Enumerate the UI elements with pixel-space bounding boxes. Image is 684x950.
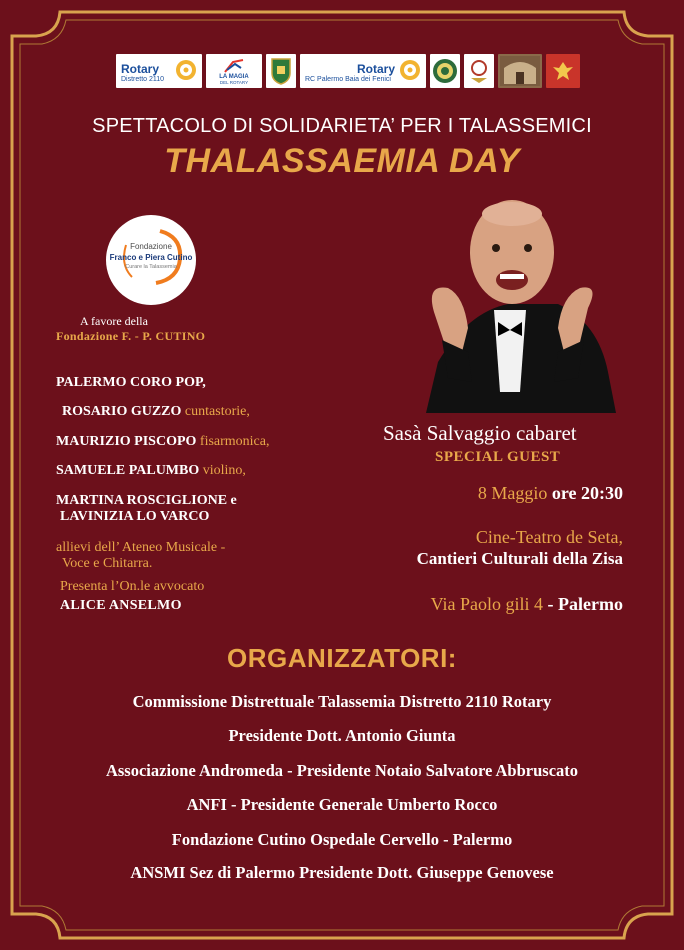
city-palermo-logo xyxy=(546,54,580,88)
performer-name: LAVINIZIA LO VARCO xyxy=(60,509,210,524)
rotary-district: Distretto 2110 xyxy=(121,75,165,83)
shield-icon xyxy=(270,57,292,85)
performer-name: SAMUELE PALUMBO xyxy=(56,463,200,478)
guest-name: Sasà Salvaggio cabaret xyxy=(383,421,577,445)
organizer-line: ANSMI Sez di Palermo Presidente Dott. Giuseppe Genovese xyxy=(130,863,554,882)
organizer-line: Fondazione Cutino Ospedale Cervello - Palermo xyxy=(171,830,513,849)
performer-name: PALERMO CORO POP, xyxy=(56,375,206,390)
crest-icon xyxy=(467,58,491,84)
photo-logo xyxy=(498,54,542,88)
venue-city: - Palermo xyxy=(547,594,623,614)
emblem-icon xyxy=(432,58,458,84)
foundation-name: Fondazione F. - P. CUTINO xyxy=(56,329,206,343)
special-guest-label: SPECIAL GUEST xyxy=(435,449,561,465)
magia-sub: DEL ROTARY xyxy=(219,79,249,85)
rotary-club-sub: RC Palermo Baia dei Fenici xyxy=(305,75,391,83)
shield-logo xyxy=(266,54,296,88)
rotary-wheel-icon xyxy=(398,58,422,82)
host-label: Presenta l’On.le avvocato xyxy=(60,579,205,594)
rotary-club-name: Rotary xyxy=(357,61,396,76)
students-note xyxy=(56,540,225,572)
foundation-logo xyxy=(106,215,196,305)
rotary-wheel-icon xyxy=(174,58,198,82)
organizer-line: Associazione Andromeda - Presidente Notaio Salvatore Abbruscato xyxy=(105,761,579,780)
performer-3 xyxy=(56,463,246,479)
students-line2: Voce e Chitarra. xyxy=(62,556,153,571)
event-time: ore 20:30 xyxy=(551,483,623,503)
building-icon xyxy=(500,56,540,86)
performer-5 xyxy=(60,509,209,525)
magia-text: LA MAGIA xyxy=(219,73,249,80)
performer-role: fisarmonica, xyxy=(199,434,270,449)
event-date: 8 Maggio xyxy=(477,483,548,503)
performer-name: MAURIZIO PISCOPO xyxy=(56,434,197,449)
rotary-name: Rotary xyxy=(121,61,160,76)
organizers-title: ORGANIZZATORI: xyxy=(227,643,457,673)
performer-name: ROSARIO GUZZO xyxy=(62,404,182,419)
crest-logo xyxy=(464,54,494,88)
event-subtitle: SPETTACOLO DI SOLIDARIETA’ PER I TALASSEMICI xyxy=(92,115,592,137)
rotary-club-logo xyxy=(300,54,426,88)
venue-complex: Cantieri Culturali della Zisa xyxy=(416,549,623,568)
foundation-logo-line3: Curare la Talassemia xyxy=(125,264,177,270)
guest-photo xyxy=(408,192,620,413)
performer-0 xyxy=(56,375,206,391)
host-name: ALICE ANSELMO xyxy=(60,598,182,613)
performer-1 xyxy=(62,404,250,420)
organizer-line: Commissione Distrettuale Talassemia Distretto 2110 Rotary xyxy=(132,692,552,711)
la-magia-logo xyxy=(206,54,262,88)
venue-name: Cine-Teatro de Seta, xyxy=(475,527,623,547)
performer-2 xyxy=(56,434,270,450)
rotary-district-logo xyxy=(116,54,202,88)
event-title: THALASSAEMIA DAY xyxy=(164,142,520,180)
foundation-logo-line2: Franco e Piera Cutino xyxy=(109,253,193,262)
foundation-logo-line1: Fondazione xyxy=(130,242,172,251)
performer-4 xyxy=(56,493,237,509)
eagle-icon xyxy=(552,59,574,83)
organizer-line: Presidente Dott. Antonio Giunta xyxy=(228,726,456,745)
event-datetime xyxy=(478,483,623,504)
venue-street: Via Paolo gili 4 xyxy=(430,594,544,614)
star-figure-icon xyxy=(223,58,245,74)
venue-address xyxy=(431,594,623,615)
performer-role: violino, xyxy=(202,463,246,478)
performer-name: MARTINA ROSCIGLIONE e xyxy=(56,493,237,508)
sponsor-logos xyxy=(116,54,580,88)
round-emblem-logo xyxy=(430,54,460,88)
favore-label: A favore della xyxy=(80,314,148,328)
organizer-line: ANFI - Presidente Generale Umberto Rocco xyxy=(186,795,498,814)
students-line1: allievi dell’ Ateneo Musicale - xyxy=(56,540,226,555)
performer-role: cuntastorie, xyxy=(184,404,250,419)
